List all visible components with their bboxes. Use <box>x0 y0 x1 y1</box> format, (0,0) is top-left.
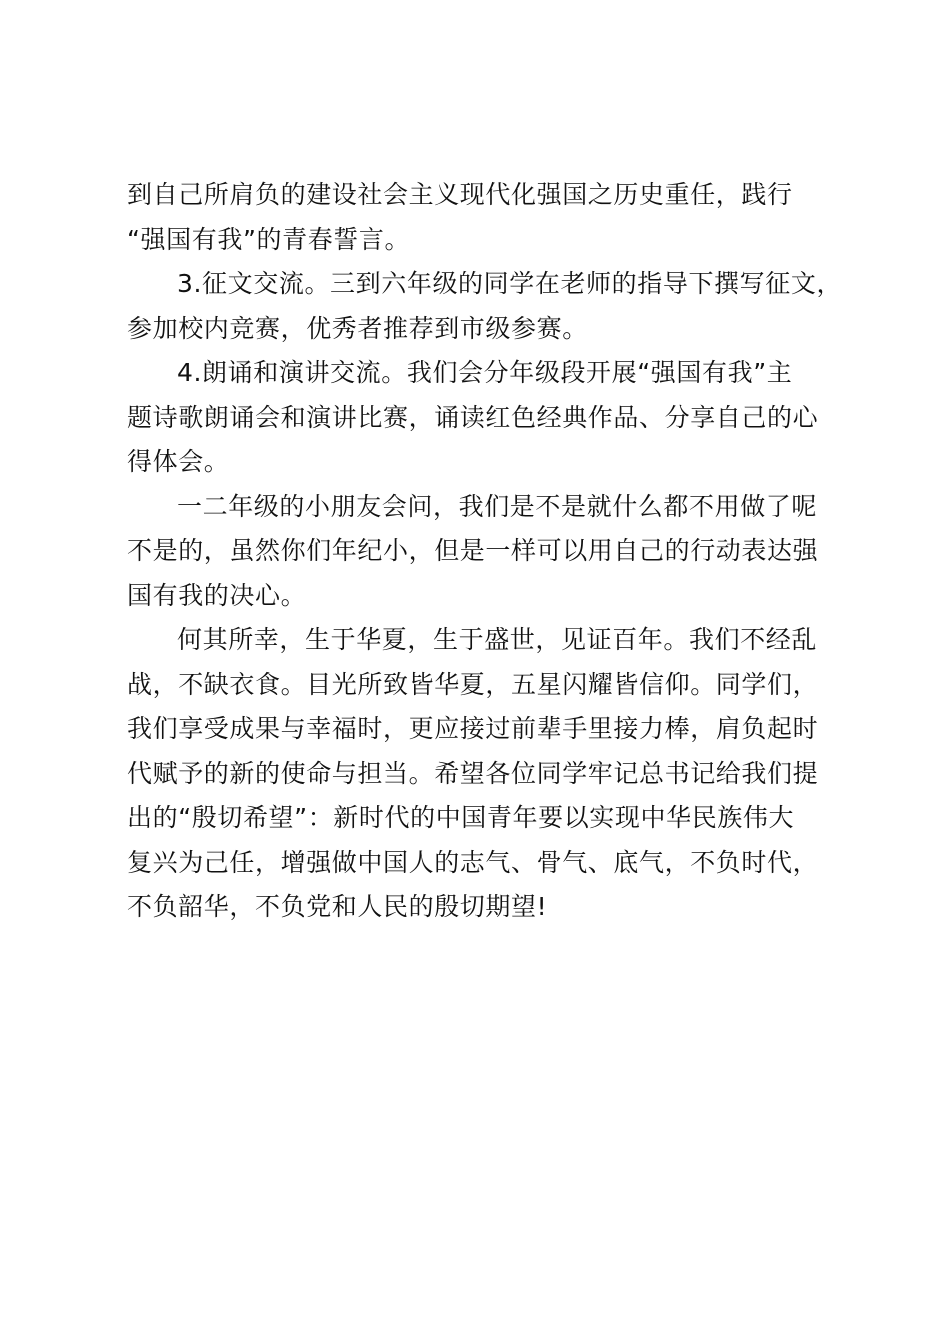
paragraph-line: 得体会。 <box>127 447 230 476</box>
paragraph-line: 不负韶华，不负党和人民的殷切期望! <box>127 892 548 921</box>
paragraph-line: 代赋予的新的使命与担当。希望各位同学牢记总书记给我们提 <box>127 758 819 788</box>
document-body <box>127 173 843 930</box>
paragraph-line: 3.征文交流。三到六年级的同学在老师的指导下撰写征文， <box>177 269 843 298</box>
paragraph-line: 题诗歌朗诵会和演讲比赛，诵读红色经典作品、分享自己的心 <box>127 402 819 432</box>
paragraph-line: 到自己所肩负的建设社会主义现代化强国之历史重任，践行 <box>127 180 793 209</box>
paragraph-line: 参加校内竞赛，优秀者推荐到市级参赛。 <box>127 313 588 343</box>
paragraph-line: 何其所幸，生于华夏，生于盛世，见证百年。我们不经乱 <box>177 625 818 654</box>
paragraph-line: 我们享受成果与幸福时，更应接过前辈手里接力棒，肩负起时 <box>127 714 819 743</box>
paragraph-line: 复兴为己任，增强做中国人的志气、骨气、底气，不负时代， <box>127 847 819 877</box>
paragraph-line: 不是的，虽然你们年纪小，但是一样可以用自己的行动表达强 <box>127 536 819 565</box>
paragraph-line: 战，不缺衣食。目光所致皆华夏，五星闪耀皆信仰。同学们， <box>127 669 819 699</box>
paragraph-line: 一二年级的小朋友会问，我们是不是就什么都不用做了呢 <box>177 491 818 521</box>
paragraph-line: 4.朗诵和演讲交流。我们会分年级段开展“强国有我”主 <box>177 358 793 387</box>
paragraph-line: “强国有我”的青春誓言。 <box>127 224 411 254</box>
paragraph-line: 国有我的决心。 <box>127 580 307 610</box>
paragraph-line: 出的“殷切希望”：新时代的中国青年要以实现中华民族伟大 <box>127 803 795 832</box>
